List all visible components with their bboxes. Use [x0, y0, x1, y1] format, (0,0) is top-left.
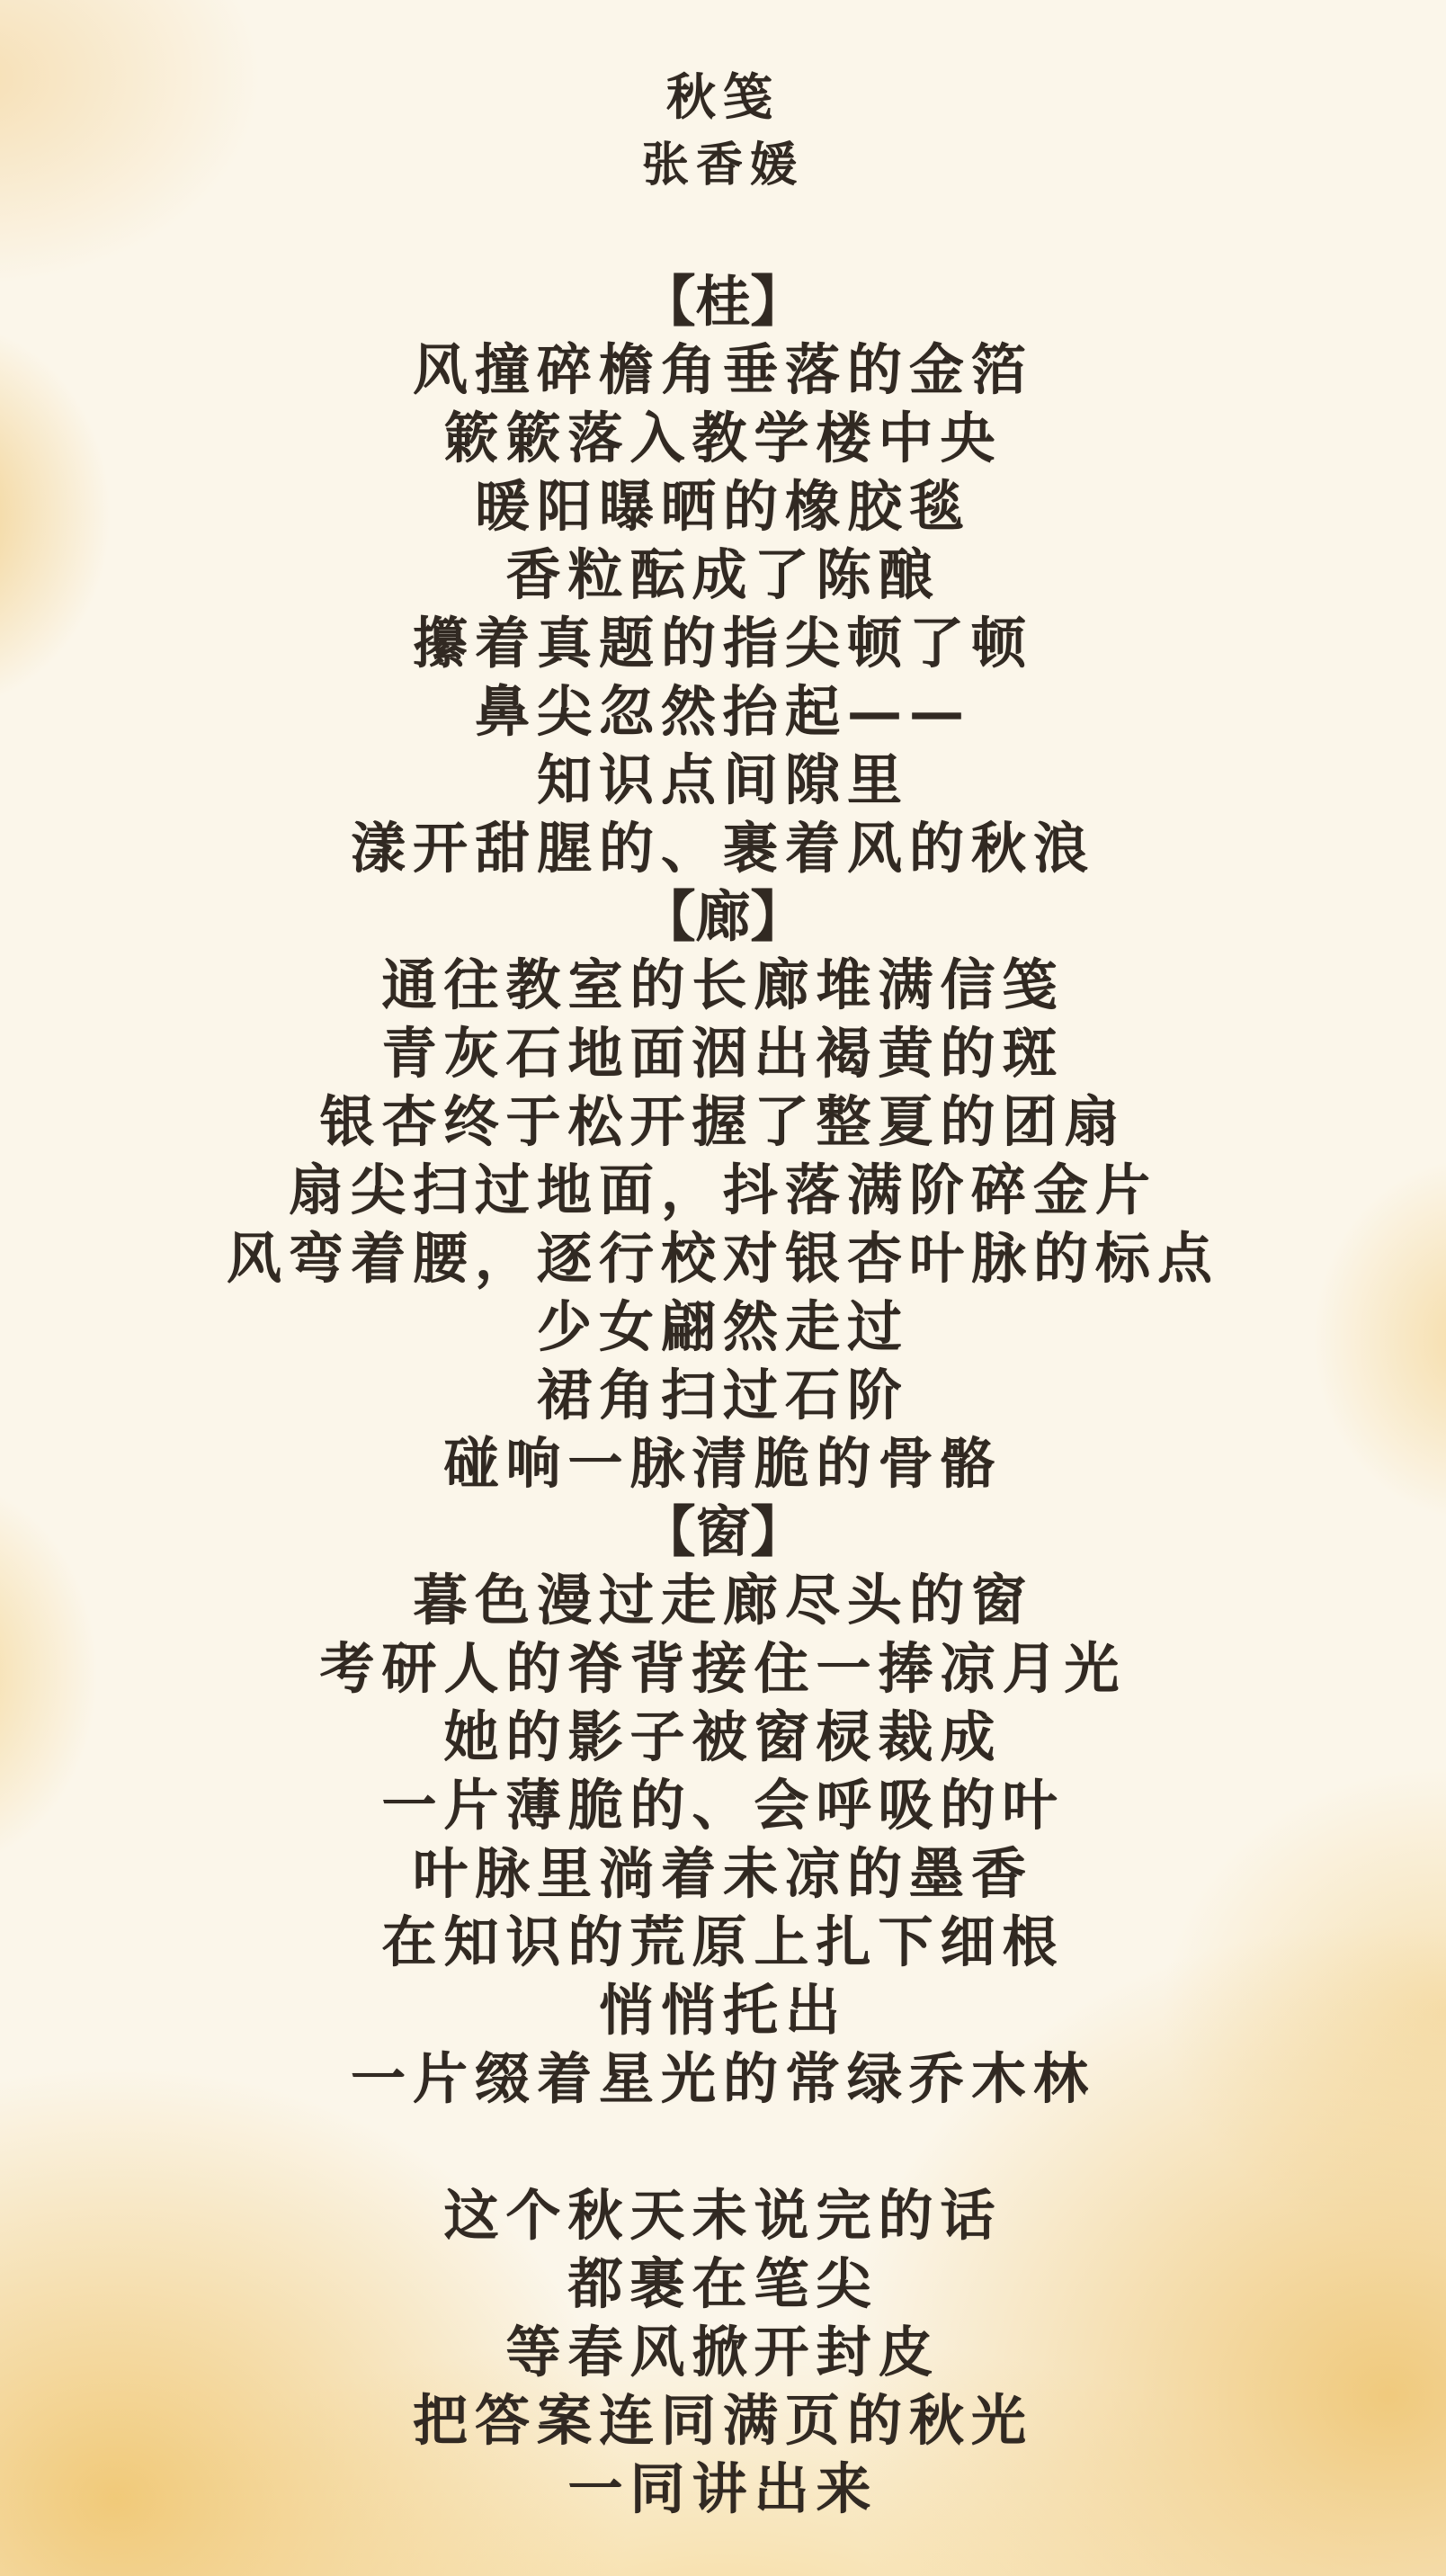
poem-line: 攥着真题的指尖顿了顿: [412, 612, 1033, 675]
poem-line: 扇尖扫过地面，抖落满阶碎金片: [288, 1158, 1157, 1222]
poem-line: 香粒酝成了陈酿: [505, 543, 941, 607]
poem-line: 悄悄托出: [598, 1979, 847, 2043]
poem-line: 少女翩然走过: [536, 1295, 909, 1359]
poem-line: 考研人的脊背接住一捧凉月光: [319, 1637, 1127, 1701]
poem-line: 在知识的荒原上扎下细根: [381, 1910, 1065, 1974]
stanza-heading: 【廊】: [640, 885, 806, 949]
line-spacer: [0, 2114, 1446, 2182]
poem-line: 暮色漫过走廊尽头的窗: [412, 1569, 1033, 1632]
poem-line: 一同讲出来: [567, 2457, 879, 2521]
poem-line: 这个秋天未说完的话: [443, 2184, 1003, 2248]
poem-line: 鼻尖忽然抬起——: [474, 680, 971, 744]
poem-line: 簌簌落入教学楼中央: [443, 407, 1003, 470]
poem-line: 裙角扫过石阶: [536, 1364, 909, 1427]
poem-line: 通往教室的长廊堆满信笺: [381, 953, 1065, 1017]
poem-line: 等春风掀开封皮: [505, 2321, 941, 2384]
line-spacer: [0, 200, 1446, 268]
poem-line: 她的影子被窗棂裁成: [443, 1705, 1003, 1769]
poem-line: 漾开甜腥的、裹着风的秋浪: [350, 817, 1095, 881]
poem-line: 一片缀着星光的常绿乔木林: [350, 2047, 1095, 2111]
stanza-heading: 【桂】: [640, 270, 806, 334]
poem-line: 都裹在笔尖: [567, 2252, 879, 2316]
poem-author: 张香媛: [641, 138, 804, 192]
poem-line: 风撞碎檐角垂落的金箔: [412, 338, 1033, 402]
poem-body: [0, 268, 1446, 2524]
poem-line: 一片薄脆的、会呼吸的叶: [381, 1774, 1065, 1838]
poem-line: 暖阳曝晒的橡胶毯: [474, 475, 971, 539]
poem-line: 知识点间隙里: [536, 748, 909, 812]
poem-line: 把答案连同满页的秋光: [412, 2389, 1033, 2453]
poem-line: 碰响一脉清脆的骨骼: [443, 1432, 1003, 1496]
stanza-heading: 【窗】: [640, 1500, 806, 1564]
poem-line: 青灰石地面洇出褐黄的斑: [381, 1022, 1065, 1086]
poem-line: 叶脉里淌着未凉的墨香: [412, 1842, 1033, 1906]
poem-title: 秋笺: [665, 67, 780, 126]
poem-line: 银杏终于松开握了整夏的团扇: [319, 1090, 1127, 1154]
poem-line: 风弯着腰，逐行校对银杏叶脉的标点: [226, 1227, 1219, 1291]
